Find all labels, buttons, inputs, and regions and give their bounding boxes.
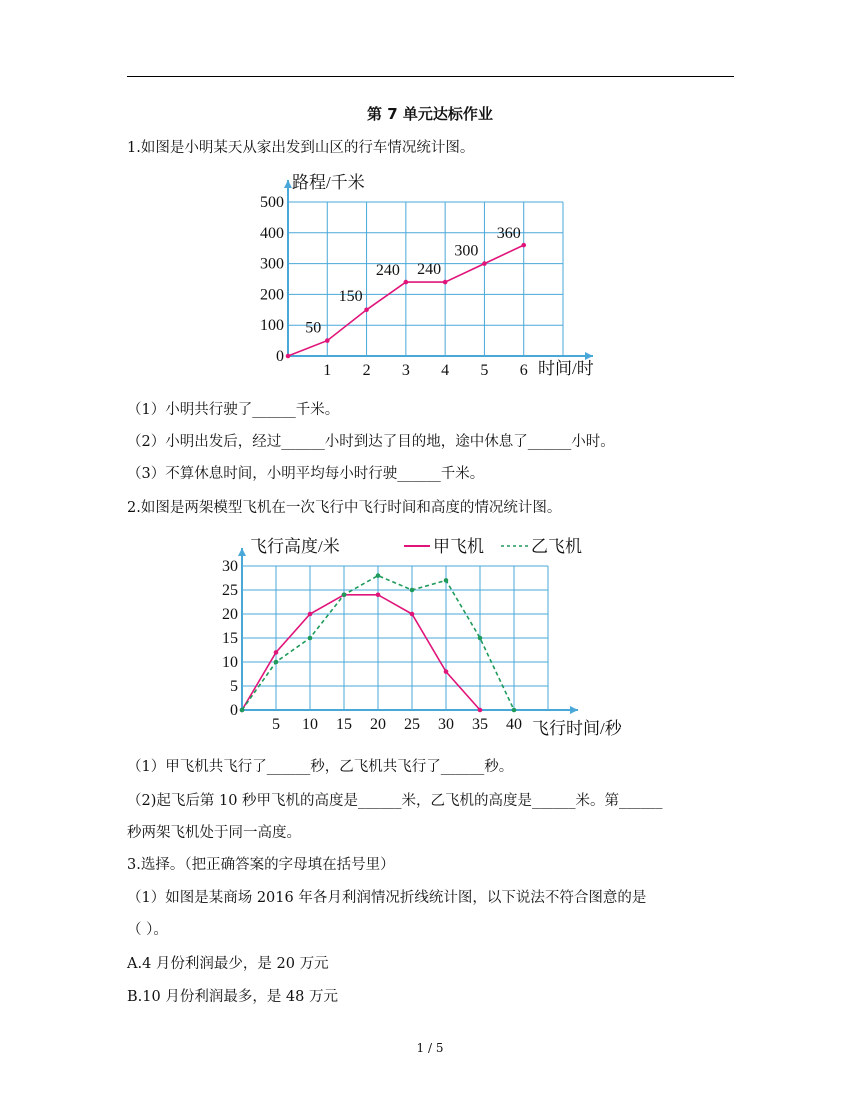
data-label: 240 [417,261,442,279]
x-tick-label: 40 [506,716,522,733]
data-label: 150 [338,287,363,305]
chart-1-driving-distance [260,168,615,383]
y-tick-label: 500 [260,194,284,211]
y-tick-label: 10 [222,654,238,671]
data-point [376,593,381,598]
data-point [478,708,483,713]
q1-sub2: （2）小明出发后，经过______小时到达了目的地，途中休息了______小时。 [127,434,615,450]
x-tick-label: 3 [401,362,410,379]
y-tick-label: 30 [222,558,238,575]
legend-label-jia: 甲飞机 [433,537,484,556]
data-point [410,612,415,617]
y-axis-label: 飞行高度/米 [250,537,340,556]
x-axis-label: 飞行时间/秒 [532,719,622,738]
y-axis-label: 路程/千米 [292,173,365,192]
data-label: 50 [305,319,322,337]
x-tick-label: 35 [472,716,488,733]
y-tick-label: 0 [276,348,284,365]
data-point [521,243,526,248]
data-point [410,588,415,593]
q1-stem: 1.如图是小明某天从家出发到山区的行车情况统计图。 [127,140,475,156]
q2-sub1: （1）甲飞机共飞行了______秒，乙飞机共飞行了______秒。 [127,759,514,775]
chart-2-flight-height [210,530,650,742]
y-tick-label: 200 [260,286,284,304]
x-tick-label: 5 [272,716,280,733]
y-axis-arrow-icon [284,180,292,188]
x-tick-label: 1 [323,362,332,379]
data-point [308,636,313,641]
x-tick-label: 5 [480,362,489,379]
data-point [444,578,449,583]
page-number: 1 / 5 [416,1041,444,1055]
q2-sub2-line1: （2)起飞后第 10 秒甲飞机的高度是______米，乙飞机的高度是______米。第______ [127,793,663,809]
y-tick-label: 300 [260,255,284,273]
data-label: 360 [496,225,521,243]
q2-sub2-line2: 秒两架飞机处于同一高度。 [127,825,301,841]
q3-option-a: A.4 月份利润最少，是 20 万元 [127,956,329,972]
data-point [444,669,449,674]
x-tick-label: 6 [519,362,528,379]
data-point [240,708,245,713]
data-label: 240 [375,262,400,280]
x-tick-label: 2 [362,362,371,379]
y-tick-label: 0 [230,702,238,719]
y-tick-label: 15 [222,630,238,647]
y-tick-label: 400 [260,224,284,242]
x-axis-label: 时间/时 [538,359,594,378]
q2-stem: 2.如图是两架模型飞机在一次飞行中飞行时间和高度的情况统计图。 [127,500,562,516]
y-tick-label: 20 [222,606,238,623]
x-axis-arrow-icon [570,706,578,714]
y-tick-label: 100 [260,317,284,335]
header-rule [127,76,734,77]
data-point [512,708,517,713]
data-label: 300 [454,242,479,260]
x-tick-label: 10 [302,716,318,733]
q3-option-b: B.10 月份利润最多，是 48 万元 [127,989,338,1005]
data-point [404,280,409,285]
page-title: 第 7 单元达标作业 [367,105,493,123]
q3-sub1-line1: （1）如图是某商场 2016 年各月利润情况折线统计图，以下说法不符合图意的是 [127,890,647,906]
x-tick-label: 4 [441,362,450,379]
data-point [376,573,381,578]
q1-sub1: （1）小明共行驶了______千米。 [127,402,340,418]
y-tick-label: 25 [222,582,238,599]
data-point [443,280,448,285]
data-point [274,650,279,655]
data-point [364,308,369,313]
q1-sub3: （3）不算休息时间，小明平均每小时行驶______千米。 [127,466,485,482]
data-point [482,261,487,266]
y-axis-arrow-icon [238,548,246,556]
data-point [286,354,291,359]
x-tick-label: 20 [370,716,386,733]
data-point [308,612,313,617]
x-tick-label: 30 [438,716,454,733]
data-point [478,636,483,641]
x-tick-label: 25 [404,716,420,733]
x-tick-label: 15 [336,716,352,733]
legend-label-yi: 乙飞机 [531,537,582,556]
y-tick-label: 5 [230,678,238,695]
data-point [342,593,347,598]
data-point [274,660,279,665]
q3-stem: 3.选择。（把正确答案的字母填在括号里） [127,857,395,873]
data-point [325,338,330,343]
q3-sub1-line2: （ ）。 [127,922,168,938]
